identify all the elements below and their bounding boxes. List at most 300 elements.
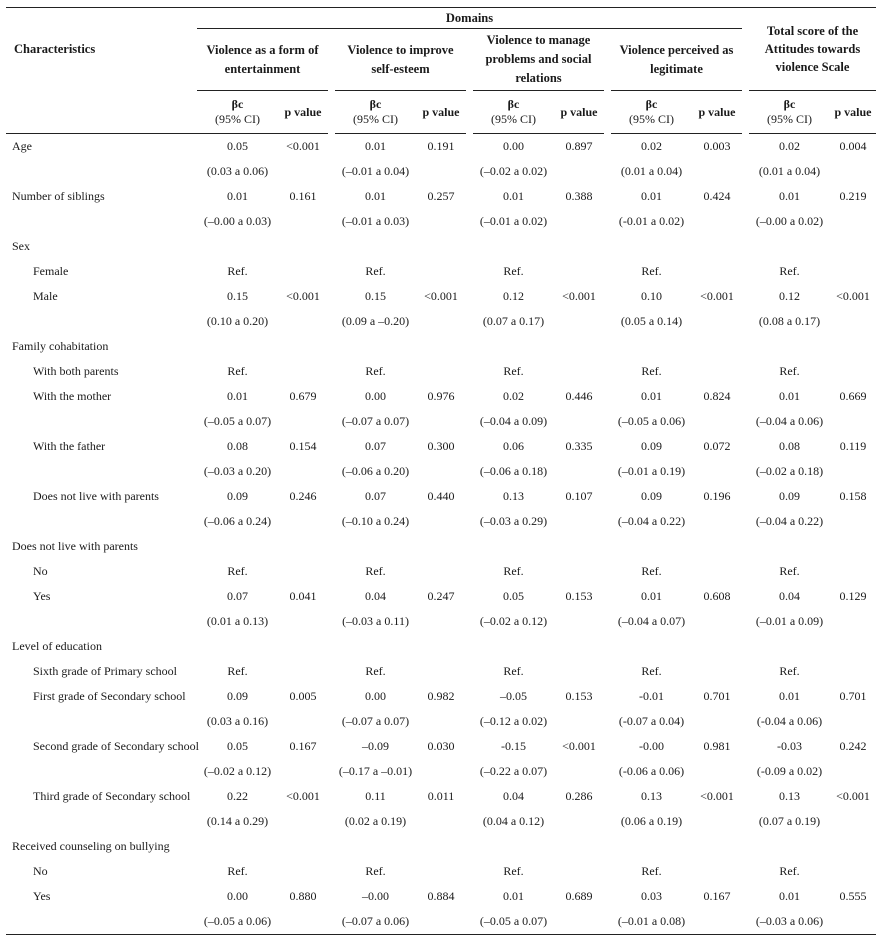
p-value: 0.880: [289, 889, 317, 903]
ci-label: (95% CI): [353, 112, 398, 126]
beta-value: 0.08: [779, 439, 800, 453]
row-label: Family cohabitation: [12, 339, 109, 353]
beta-value: (0.07 a 0.17): [482, 314, 545, 328]
beta-value: 0.01: [503, 189, 524, 203]
p-value: [554, 209, 604, 234]
beta-value: 0.07: [365, 439, 386, 453]
p-value: 0.446: [565, 389, 593, 403]
p-value: 0.440: [427, 489, 455, 503]
beta-value: 0.05: [503, 589, 524, 603]
beta-value: 0.00: [227, 889, 248, 903]
beta-value: 0.02: [779, 139, 800, 153]
beta-value: 0.00: [365, 689, 386, 703]
beta-value: (–0.06 a 0.18): [479, 464, 548, 478]
table-row: [6, 684, 876, 709]
beta-value: Ref.: [227, 564, 248, 578]
beta-value: 0.15: [365, 289, 386, 303]
beta-value: (0.10 a 0.20): [206, 314, 269, 328]
row-label: Received counseling on bullying: [12, 839, 170, 853]
p-value: [416, 909, 466, 935]
row-label: Level of education: [12, 639, 102, 653]
p-value: [278, 859, 328, 884]
row-label: [6, 459, 197, 484]
beta-value: Ref.: [779, 264, 800, 278]
row-label: Third grade of Secondary school: [33, 789, 191, 803]
table-row: [6, 309, 876, 334]
beta-value: 0.00: [365, 389, 386, 403]
beta-value: (–0.02 a 0.12): [479, 614, 548, 628]
p-value: [278, 759, 328, 784]
p-value: [416, 459, 466, 484]
beta-value: (–0.07 a 0.06): [335, 909, 416, 935]
beta-value: 0.04: [779, 589, 800, 603]
beta-value: [749, 234, 830, 259]
row-label: No: [33, 864, 48, 878]
p-value: 0.679: [289, 389, 317, 403]
beta-value: 0.04: [365, 589, 386, 603]
row-label: [6, 509, 197, 534]
beta-value: [335, 334, 416, 359]
beta-value: [197, 634, 278, 659]
p-value: [278, 909, 328, 935]
beta-value: (–0.04 a 0.07): [617, 614, 686, 628]
beta-value: (0.05 a 0.14): [620, 314, 683, 328]
beta-value: (–0.02 a 0.18): [755, 464, 824, 478]
beta-value: (0.01 a 0.13): [206, 614, 269, 628]
p-value: 0.003: [703, 139, 731, 153]
beta-value: Ref.: [779, 364, 800, 378]
table-row: [6, 909, 876, 935]
beta-label: βc: [369, 97, 382, 111]
p-value: [416, 234, 466, 259]
p-value: [554, 859, 604, 884]
p-value: <0.001: [424, 289, 458, 303]
results-table: [6, 7, 876, 935]
table-row: [6, 409, 876, 434]
beta-value: 0.01: [779, 889, 800, 903]
row-label: [6, 159, 197, 184]
p-value: [554, 609, 604, 634]
table-row: [6, 834, 876, 859]
p-value: 0.119: [839, 439, 867, 453]
beta-value: (0.07 a 0.19): [758, 814, 821, 828]
p-value: [278, 334, 328, 359]
beta-value: (–0.01 a 0.19): [617, 464, 686, 478]
table-body: [6, 134, 876, 935]
row-label: Yes: [33, 589, 51, 603]
p-value: 0.884: [427, 889, 455, 903]
p-value: [830, 209, 876, 234]
p-value: [416, 809, 466, 834]
beta-value: [611, 334, 692, 359]
beta-value: Ref.: [365, 664, 386, 678]
p-value: [278, 834, 328, 859]
table-row: [6, 459, 876, 484]
beta-value: 0.11: [365, 789, 386, 803]
beta-value: (-0.09 a 0.02): [756, 764, 823, 778]
beta-value: (–0.01 a 0.08): [611, 909, 692, 935]
p-value: 0.897: [565, 139, 593, 153]
beta-value: [197, 534, 278, 559]
beta-value: -0.01: [639, 689, 664, 703]
table-row: [6, 534, 876, 559]
beta-label: βc: [231, 97, 244, 111]
row-label: No: [33, 564, 48, 578]
beta-ci-header: [335, 91, 416, 134]
p-value: [554, 659, 604, 684]
p-value: [692, 909, 742, 935]
p-value: <0.001: [286, 139, 320, 153]
domains-header: Domains: [197, 8, 742, 29]
beta-value: [197, 334, 278, 359]
beta-value: Ref.: [641, 664, 662, 678]
p-value: [416, 509, 466, 534]
p-value: [416, 609, 466, 634]
beta-value: (0.06 a 0.19): [620, 814, 683, 828]
p-value: [692, 609, 742, 634]
p-value: 0.191: [427, 139, 455, 153]
ci-label: (95% CI): [215, 112, 260, 126]
table-row: [6, 609, 876, 634]
table-row: [6, 709, 876, 734]
beta-value: [749, 634, 830, 659]
beta-value: 0.01: [779, 689, 800, 703]
beta-value: 0.08: [227, 439, 248, 453]
subheader-blank: [6, 91, 197, 134]
p-value: [692, 259, 742, 284]
p-value: [278, 809, 328, 834]
p-value: [278, 509, 328, 534]
beta-ci-header: [749, 91, 830, 134]
p-value: [692, 834, 742, 859]
p-value-header: p value: [692, 91, 742, 134]
p-value: 0.154: [289, 439, 317, 453]
p-value: 0.153: [565, 589, 593, 603]
beta-value: (–0.04 a 0.22): [755, 514, 824, 528]
beta-value: [473, 234, 554, 259]
table-row: [6, 484, 876, 509]
beta-value: (0.04 a 0.12): [482, 814, 545, 828]
p-value: 0.669: [839, 389, 867, 403]
row-label: Does not live with parents: [33, 489, 159, 503]
beta-value: –0.05: [500, 689, 527, 703]
beta-value: Ref.: [641, 864, 662, 878]
p-value: [830, 409, 876, 434]
table-row: [6, 659, 876, 684]
total-score-header: Total score of the Attitudes towards violence Scale: [749, 8, 876, 91]
table-row: [6, 784, 876, 809]
ci-label: (95% CI): [629, 112, 674, 126]
p-value: 0.976: [427, 389, 455, 403]
beta-value: (–0.02 a 0.02): [479, 164, 548, 178]
table-row: [6, 334, 876, 359]
beta-value: (0.03 a 0.16): [206, 714, 269, 728]
p-value: 0.153: [565, 689, 593, 703]
p-value: [416, 559, 466, 584]
p-value: <0.001: [562, 739, 596, 753]
beta-value: 0.07: [365, 489, 386, 503]
beta-value: 0.01: [503, 889, 524, 903]
p-value: [278, 534, 328, 559]
beta-value: 0.00: [503, 139, 524, 153]
beta-value: (-0.04 a 0.06): [756, 714, 823, 728]
p-value: <0.001: [562, 289, 596, 303]
p-value: [278, 659, 328, 684]
p-value: [830, 359, 876, 384]
beta-value: (–0.10 a 0.24): [341, 514, 410, 528]
beta-value: 0.12: [503, 289, 524, 303]
row-label: [6, 809, 197, 834]
beta-value: (–0.01 a 0.04): [341, 164, 410, 178]
beta-value: (0.01 a 0.04): [620, 164, 683, 178]
p-value: [830, 159, 876, 184]
row-label: [6, 209, 197, 234]
column-header-self-esteem: Violence to improve self-esteem: [335, 29, 466, 91]
row-label: Sex: [12, 239, 30, 253]
characteristics-header: Characteristics: [14, 41, 96, 56]
ci-label: (95% CI): [491, 112, 536, 126]
beta-value: (0.14 a 0.29): [206, 814, 269, 828]
column-header-legitimate: Violence perceived as legitimate: [611, 29, 742, 91]
row-label: Female: [33, 264, 69, 278]
p-value: [554, 834, 604, 859]
table-row: [6, 759, 876, 784]
table-row: [6, 359, 876, 384]
p-value: [416, 759, 466, 784]
p-value-header: p value: [830, 91, 876, 134]
p-value: [278, 234, 328, 259]
beta-value: –0.09: [362, 739, 389, 753]
beta-value: (–0.01 a 0.09): [755, 614, 824, 628]
p-value: [416, 834, 466, 859]
p-value: <0.001: [700, 289, 734, 303]
beta-value: (–0.04 a 0.06): [755, 414, 824, 428]
row-label: Age: [12, 139, 32, 153]
p-value: 0.129: [839, 589, 867, 603]
beta-value: (–0.03 a 0.20): [203, 464, 272, 478]
beta-label: βc: [783, 97, 796, 111]
p-value: [416, 634, 466, 659]
p-value: [278, 709, 328, 734]
beta-value: (–0.22 a 0.07): [479, 764, 548, 778]
p-value: [830, 509, 876, 534]
p-value: [830, 234, 876, 259]
p-value: 0.161: [289, 189, 317, 203]
p-value: 0.689: [565, 889, 593, 903]
p-value: 0.011: [427, 789, 455, 803]
p-value: 0.555: [839, 889, 867, 903]
p-value: <0.001: [286, 289, 320, 303]
table-row: [6, 209, 876, 234]
p-value: 0.981: [703, 739, 731, 753]
beta-value: [335, 534, 416, 559]
beta-value: 0.05: [227, 739, 248, 753]
beta-value: Ref.: [779, 664, 800, 678]
beta-value: Ref.: [503, 364, 524, 378]
p-value: [554, 709, 604, 734]
row-label: [6, 709, 197, 734]
p-value: 0.424: [703, 189, 731, 203]
table-row: [6, 134, 876, 160]
p-value: [692, 709, 742, 734]
beta-value: (–0.01 a 0.02): [479, 214, 548, 228]
beta-value: [473, 334, 554, 359]
beta-value: (–0.07 a 0.07): [341, 414, 410, 428]
row-label: [6, 409, 197, 434]
p-value: [278, 259, 328, 284]
p-value: <0.001: [700, 789, 734, 803]
beta-value: 0.02: [641, 139, 662, 153]
beta-value: (–0.05 a 0.06): [197, 909, 278, 935]
p-value: [554, 309, 604, 334]
p-value: [278, 159, 328, 184]
beta-value: 0.01: [641, 589, 662, 603]
beta-value: (–0.12 a 0.02): [479, 714, 548, 728]
p-value: [554, 559, 604, 584]
p-value: [278, 309, 328, 334]
beta-value: Ref.: [227, 664, 248, 678]
table-row: [6, 584, 876, 609]
beta-value: Ref.: [365, 564, 386, 578]
p-value: 0.030: [427, 739, 455, 753]
p-value: [416, 359, 466, 384]
beta-value: (–0.00 a 0.02): [755, 214, 824, 228]
p-value: [692, 309, 742, 334]
beta-value: (–0.03 a 0.11): [342, 614, 409, 628]
p-value: [830, 334, 876, 359]
p-value: [692, 409, 742, 434]
p-value: [692, 359, 742, 384]
table-row: [6, 384, 876, 409]
table-row: [6, 809, 876, 834]
beta-value: 0.12: [779, 289, 800, 303]
beta-value: 0.13: [641, 789, 662, 803]
beta-value: (0.08 a 0.17): [758, 314, 821, 328]
beta-value: [611, 634, 692, 659]
beta-value: 0.01: [779, 189, 800, 203]
p-value: [830, 459, 876, 484]
beta-value: 0.01: [641, 189, 662, 203]
p-value: [830, 834, 876, 859]
p-value: [416, 659, 466, 684]
p-value: [554, 759, 604, 784]
p-value: [692, 759, 742, 784]
beta-value: (–0.05 a 0.06): [617, 414, 686, 428]
p-value: [692, 634, 742, 659]
beta-value: Ref.: [365, 864, 386, 878]
beta-value: -0.03: [777, 739, 802, 753]
p-value: [830, 709, 876, 734]
p-value: [278, 609, 328, 634]
beta-value: (–0.05 a 0.07): [473, 909, 554, 935]
p-value: 0.608: [703, 589, 731, 603]
beta-value: (–0.02 a 0.12): [203, 764, 272, 778]
beta-value: Ref.: [779, 864, 800, 878]
p-value: 0.300: [427, 439, 455, 453]
beta-value: 0.04: [503, 789, 524, 803]
beta-value: [749, 834, 830, 859]
p-value: 0.072: [703, 439, 731, 453]
p-value: 0.824: [703, 389, 731, 403]
table-row: [6, 634, 876, 659]
p-value: [692, 334, 742, 359]
row-label: [6, 309, 197, 334]
beta-value: Ref.: [227, 364, 248, 378]
beta-value: [749, 334, 830, 359]
p-value: 0.107: [565, 489, 593, 503]
row-label: Does not live with parents: [12, 539, 138, 553]
beta-value: [473, 534, 554, 559]
table-row: [6, 734, 876, 759]
beta-value: 0.09: [641, 439, 662, 453]
p-value: 0.257: [427, 189, 455, 203]
beta-value: -0.00: [639, 739, 664, 753]
beta-value: (–0.07 a 0.07): [341, 714, 410, 728]
beta-value: (–0.00 a 0.03): [203, 214, 272, 228]
beta-value: [473, 834, 554, 859]
row-label: [6, 909, 197, 935]
p-value: 0.219: [839, 189, 867, 203]
beta-value: Ref.: [641, 564, 662, 578]
beta-ci-header: [473, 91, 554, 134]
beta-value: (0.02 a 0.19): [344, 814, 407, 828]
row-label: [6, 609, 197, 634]
table-row: [6, 259, 876, 284]
beta-label: βc: [507, 97, 520, 111]
p-value: [278, 409, 328, 434]
row-label: Sixth grade of Primary school: [33, 664, 177, 678]
table-header: [6, 8, 876, 134]
beta-value: (–0.05 a 0.07): [203, 414, 272, 428]
p-value: 0.701: [839, 689, 867, 703]
beta-value: (0.03 a 0.06): [206, 164, 269, 178]
row-label: Male: [33, 289, 58, 303]
beta-value: [611, 834, 692, 859]
p-value: [554, 909, 604, 935]
p-value: [554, 334, 604, 359]
beta-value: Ref.: [227, 264, 248, 278]
p-value: [830, 259, 876, 284]
p-value: 0.158: [839, 489, 867, 503]
beta-value: Ref.: [365, 364, 386, 378]
beta-value: 0.02: [503, 389, 524, 403]
beta-value: –0.00: [362, 889, 389, 903]
p-value: 0.388: [565, 189, 593, 203]
row-label: With the father: [33, 439, 106, 453]
table-row: [6, 184, 876, 209]
p-value: [554, 459, 604, 484]
table-row: [6, 559, 876, 584]
p-value: [830, 759, 876, 784]
beta-value: (–0.01 a 0.03): [341, 214, 410, 228]
p-value: [692, 859, 742, 884]
beta-value: (–0.06 a 0.24): [203, 514, 272, 528]
beta-value: 0.09: [641, 489, 662, 503]
p-value: 0.167: [703, 889, 731, 903]
beta-value: Ref.: [641, 264, 662, 278]
p-value: [278, 359, 328, 384]
p-value: 0.247: [427, 589, 455, 603]
p-value: 0.196: [703, 489, 731, 503]
beta-value: [335, 234, 416, 259]
p-value: 0.004: [839, 139, 867, 153]
p-value: [830, 809, 876, 834]
beta-value: 0.01: [641, 389, 662, 403]
beta-value: 0.10: [641, 289, 662, 303]
p-value: [692, 659, 742, 684]
row-label: First grade of Secondary school: [33, 689, 186, 703]
p-value: 0.982: [427, 689, 455, 703]
